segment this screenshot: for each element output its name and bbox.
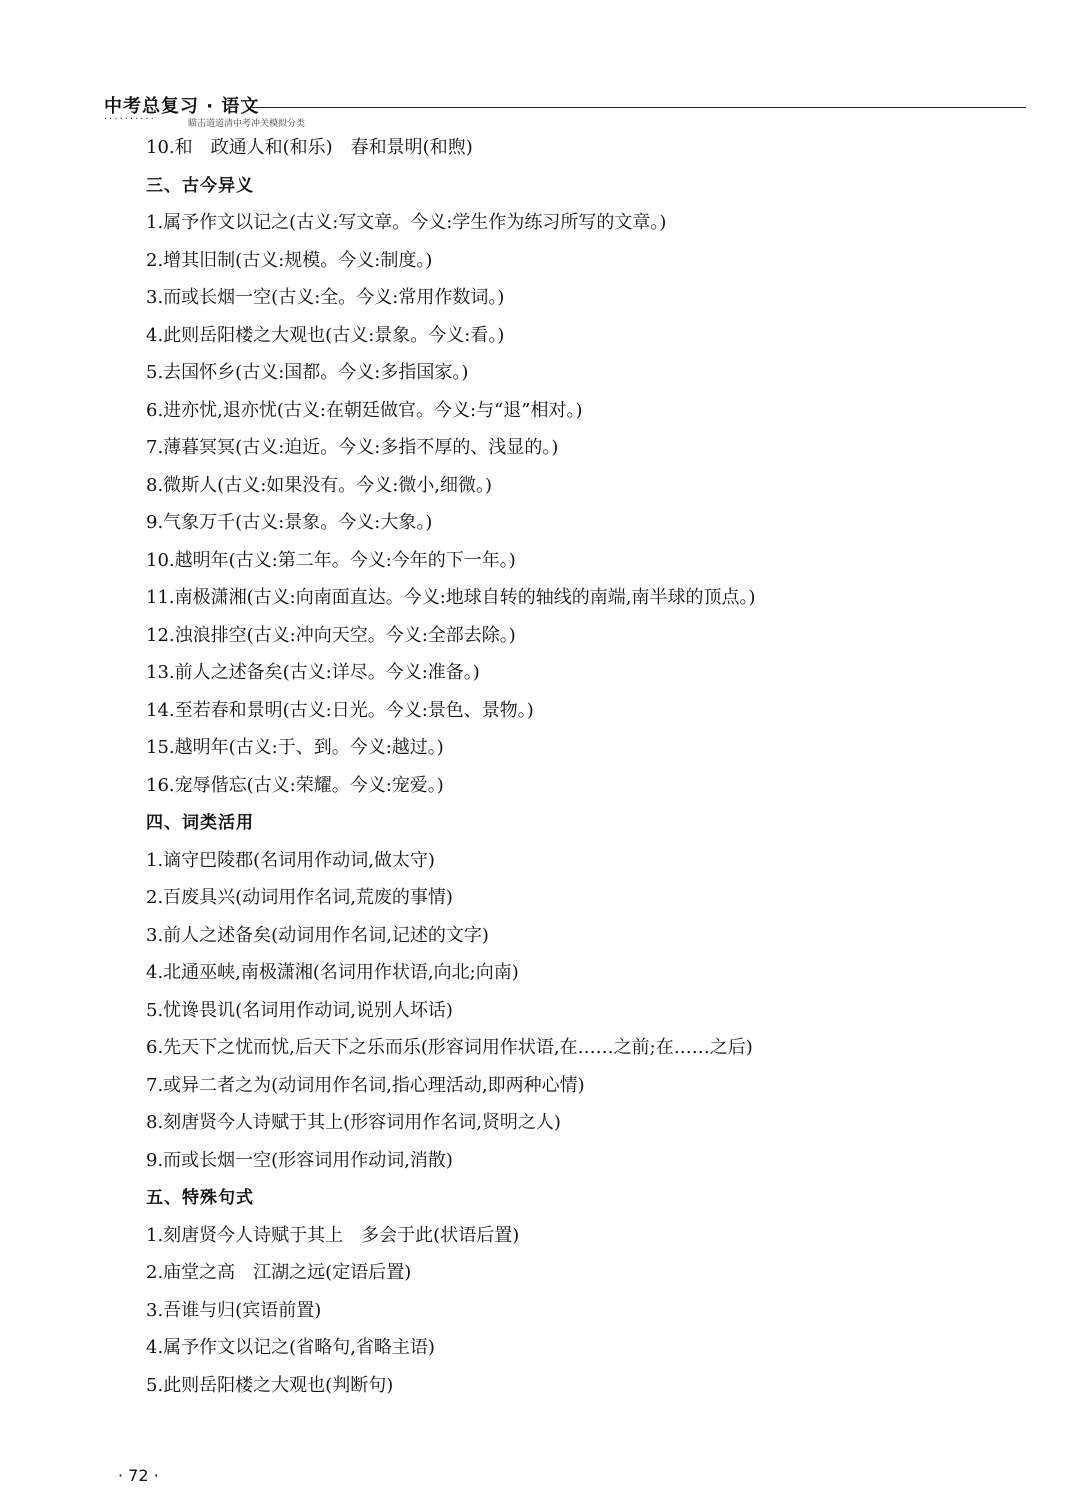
- header-title: 中考总复习 · 语文: [104, 96, 260, 117]
- list-item: 3.吾谁与归(宾语前置): [146, 1299, 322, 1321]
- list-item: 10.和 政通人和(和乐) 春和景明(和煦): [146, 137, 473, 158]
- list-item: 6.先天下之忧而忧,后天下之乐而乐(形容词用作状语,在……之前;在……之后): [146, 1037, 753, 1058]
- list-item: 10.越明年(古义:第二年。今义:今年的下一年。): [146, 549, 516, 571]
- section-heading: 五、特殊句式: [146, 1188, 254, 1208]
- list-item: 5.此则岳阳楼之大观也(判断句): [146, 1374, 394, 1396]
- list-item: 8.微斯人(古义:如果没有。今义:微小,细微。): [146, 474, 493, 496]
- list-item: 5.去国怀乡(古义:国都。今义:多指国家。): [146, 362, 469, 383]
- list-item: 16.宠辱偕忘(古义:荣耀。今义:宠爱。): [146, 774, 444, 796]
- list-item: 9.而或长烟一空(形容词用作动词,消散): [146, 1149, 453, 1171]
- page-number: · 72 ·: [118, 1466, 159, 1485]
- header-dots: ··········: [104, 114, 156, 125]
- list-item: 2.百废具兴(动词用作名词,荒废的事情): [146, 887, 453, 908]
- list-item: 11.南极潇湘(古义:向南面直达。今义:地球自转的轴线的南端,南半球的顶点。): [146, 587, 756, 608]
- list-item: 15.越明年(古义:于、到。今义:越过。): [146, 737, 444, 758]
- list-item: 1.谪守巴陵郡(名词用作动词,做太守): [146, 849, 435, 871]
- list-item: 3.而或长烟一空(古义:全。今义:常用作数词。): [146, 287, 505, 308]
- list-item: 3.前人之述备矣(动词用作名词,记述的文字): [146, 924, 489, 946]
- list-item: 9.气象万千(古义:景象。今义:大象。): [146, 512, 433, 533]
- header-subtitle: 瞄击道道清中考冲关模拟分类: [188, 119, 306, 129]
- list-item: 1.属予作文以记之(古义:写文章。今义:学生作为练习所写的文章。): [146, 212, 667, 233]
- list-item: 2.增其旧制(古义:规模。今义:制度。): [146, 249, 433, 271]
- list-item: 7.薄暮冥冥(古义:迫近。今义:多指不厚的、浅显的。): [146, 437, 559, 458]
- list-item: 4.北通巫峡,南极潇湘(名词用作状语,向北;向南): [146, 962, 519, 983]
- list-item: 13.前人之述备矣(古义:详尽。今义:准备。): [146, 662, 480, 683]
- list-item: 8.刻唐贤今人诗赋于其上(形容词用作名词,贤明之人): [146, 1112, 561, 1133]
- page-header: [104, 92, 1026, 132]
- list-item: 4.属予作文以记之(省略句,省略主语): [146, 1337, 435, 1358]
- list-item: 6.进亦忧,退亦忧(古义:在朝廷做官。今义:与“退”相对。): [146, 399, 583, 421]
- list-item: 12.浊浪排空(古义:冲向天空。今义:全部去除。): [146, 624, 516, 646]
- list-item: 5.忧谗畏讥(名词用作动词,说别人坏话): [146, 999, 453, 1021]
- document-body: [146, 132, 1046, 1407]
- list-item: 2.庙堂之高 江湖之远(定语后置): [146, 1262, 412, 1283]
- list-item: 7.或异二者之为(动词用作名词,指心理活动,即两种心情): [146, 1074, 585, 1096]
- section-heading: 四、词类活用: [146, 813, 254, 833]
- list-item: 14.至若春和景明(古义:日光。今义:景色、景物。): [146, 699, 534, 721]
- list-item: 4.此则岳阳楼之大观也(古义:景象。今义:看。): [146, 324, 505, 346]
- list-item: 1.刻唐贤今人诗赋于其上 多会于此(状语后置): [146, 1224, 520, 1246]
- section-heading: 三、古今异义: [146, 175, 254, 196]
- header-rule: [252, 107, 1026, 108]
